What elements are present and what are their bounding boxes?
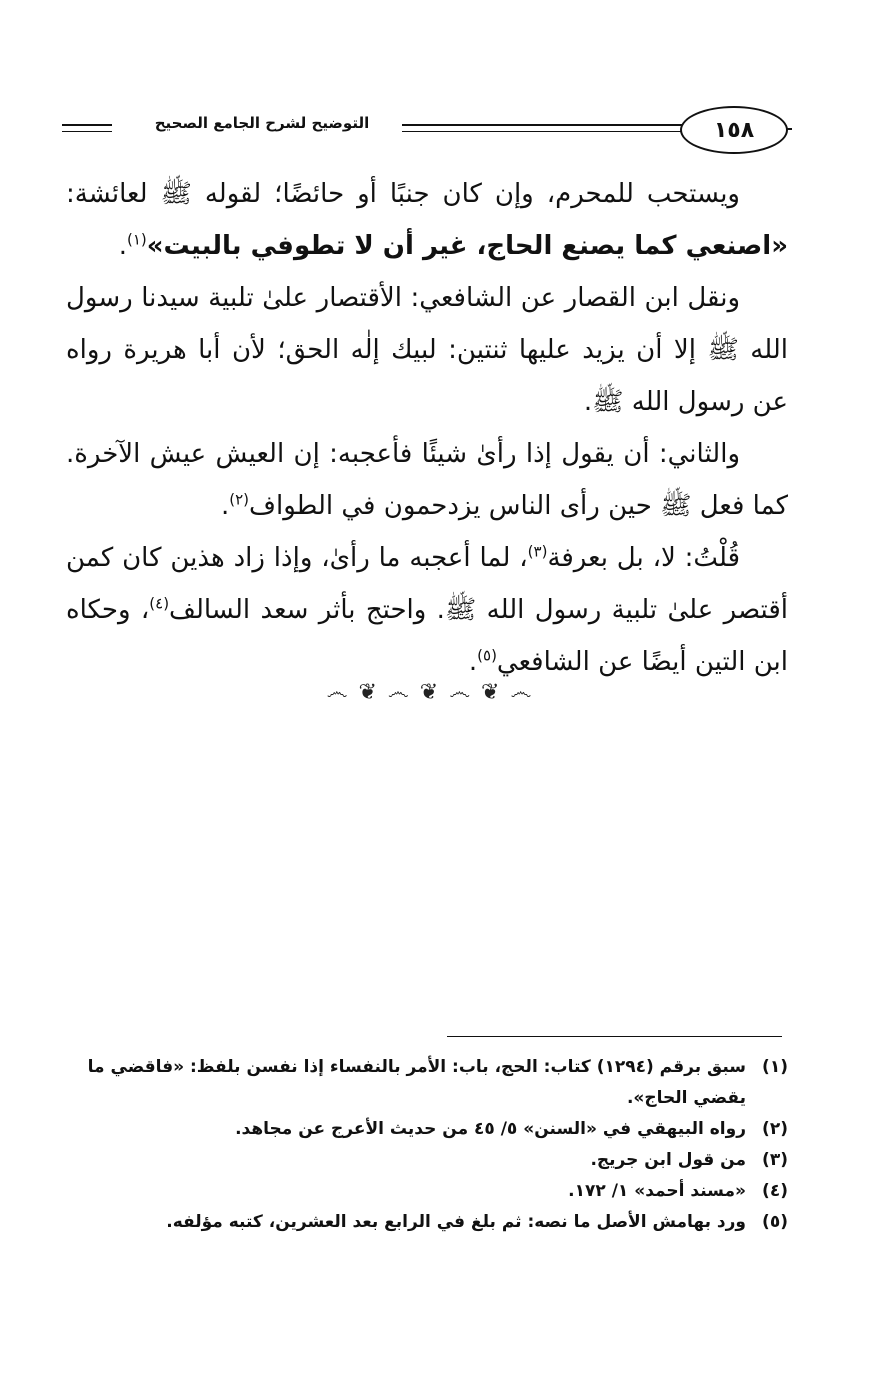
- footnote-ref-1[interactable]: (١): [126, 230, 147, 249]
- p4-text-b: ، لما أعجبه ما رأىٰ، وإذا زاد هذين كان كمن أقتصر علىٰ تلبية رسول الله ﷺ. واحتج بأثر سعد السالف: [66, 543, 788, 625]
- footnote-ref-2[interactable]: (٢): [229, 490, 250, 509]
- footnote-text: رواه البيهقي في «السنن» ٥/ ٤٥ من حديث الأعرج عن مجاهد.: [235, 1119, 746, 1139]
- footnote-ref-4[interactable]: (٤): [149, 594, 170, 613]
- running-title: التوضيح لشرح الجامع الصحيح: [154, 114, 370, 132]
- p2-text: ونقل ابن القصار عن الشافعي: الأقتصار علىٰ تلبية سيدنا رسول الله ﷺ إلا أن يزيد عليها ثنتين: لبيك إلٰه الحق؛ لأن أبا هريرة رواه عن رسول الله ﷺ.: [66, 283, 788, 417]
- paragraph-1: [66, 168, 788, 272]
- footnote-number: (١): [762, 1057, 788, 1077]
- footnote-5: [66, 1207, 788, 1238]
- paragraph-3: [66, 428, 788, 532]
- footnote-3: [66, 1145, 788, 1176]
- footnote-text: سبق برقم (١٢٩٤) كتاب: الحج، باب: الأمر بالنفساء إذا نفسن بلفظ: «فاقضي ما يقضي الحاج».: [87, 1057, 746, 1108]
- p4-text-a: قُلْتُ: لا، بل بعرفة: [547, 543, 740, 573]
- footnote-number: (٥): [762, 1212, 788, 1232]
- header-rule-middle-top: [402, 124, 682, 126]
- footnote-ref-3[interactable]: (٣): [527, 542, 548, 561]
- footnote-ref-5[interactable]: (٥): [477, 646, 497, 665]
- footnote-4: [66, 1176, 788, 1207]
- p4-text-c: ، وحكاه ابن التين أيضًا عن الشافعي: [66, 595, 788, 677]
- p4-end: .: [468, 647, 478, 677]
- p3-end: .: [220, 491, 230, 521]
- paragraph-2: [66, 272, 788, 428]
- footnote-1: [66, 1052, 788, 1114]
- footnote-text: ورد بهامش الأصل ما نصه: ثم بلغ في الرابع بعد العشرين، كتبه مؤلفه.: [166, 1212, 746, 1232]
- p3-text: والثاني: أن يقول إذا رأىٰ شيئًا فأعجبه: إن العيش عيش الآخرة. كما فعل ﷺ حين رأى الناس يزدحمون في الطواف: [66, 439, 788, 521]
- footnote-2: [66, 1114, 788, 1145]
- footnote-separator: [447, 1036, 782, 1037]
- footnote-number: (٤): [762, 1181, 788, 1201]
- p1-text: ويستحب للمحرم، وإن كان جنبًا أو حائضًا؛ لقوله ﷺ لعائشة:: [66, 179, 740, 209]
- header-rule-left-top: [62, 124, 112, 126]
- header-rule-left-bottom: [62, 131, 112, 132]
- footnotes: [66, 1052, 788, 1238]
- section-end-ornament: ෴ ❦ ෴ ❦ ෴ ❦ ෴: [326, 680, 534, 705]
- paragraph-4: [66, 532, 788, 688]
- page-header: [62, 104, 792, 158]
- header-rule-right: [786, 128, 792, 130]
- p1-hadith-quote: «اصنعي كما يصنع الحاج، غير أن لا تطوفي بالبيت»: [146, 231, 788, 261]
- page-number: ١٥٨: [680, 106, 788, 154]
- main-text: [66, 168, 788, 688]
- footnote-number: (٣): [762, 1150, 788, 1170]
- header-rule-middle-bottom: [402, 131, 682, 132]
- footnote-number: (٢): [762, 1119, 788, 1139]
- p1-end: .: [118, 231, 127, 261]
- footnote-text: من قول ابن جريج.: [590, 1150, 746, 1170]
- footnote-text: «مسند أحمد» ١/ ١٧٢.: [568, 1181, 746, 1201]
